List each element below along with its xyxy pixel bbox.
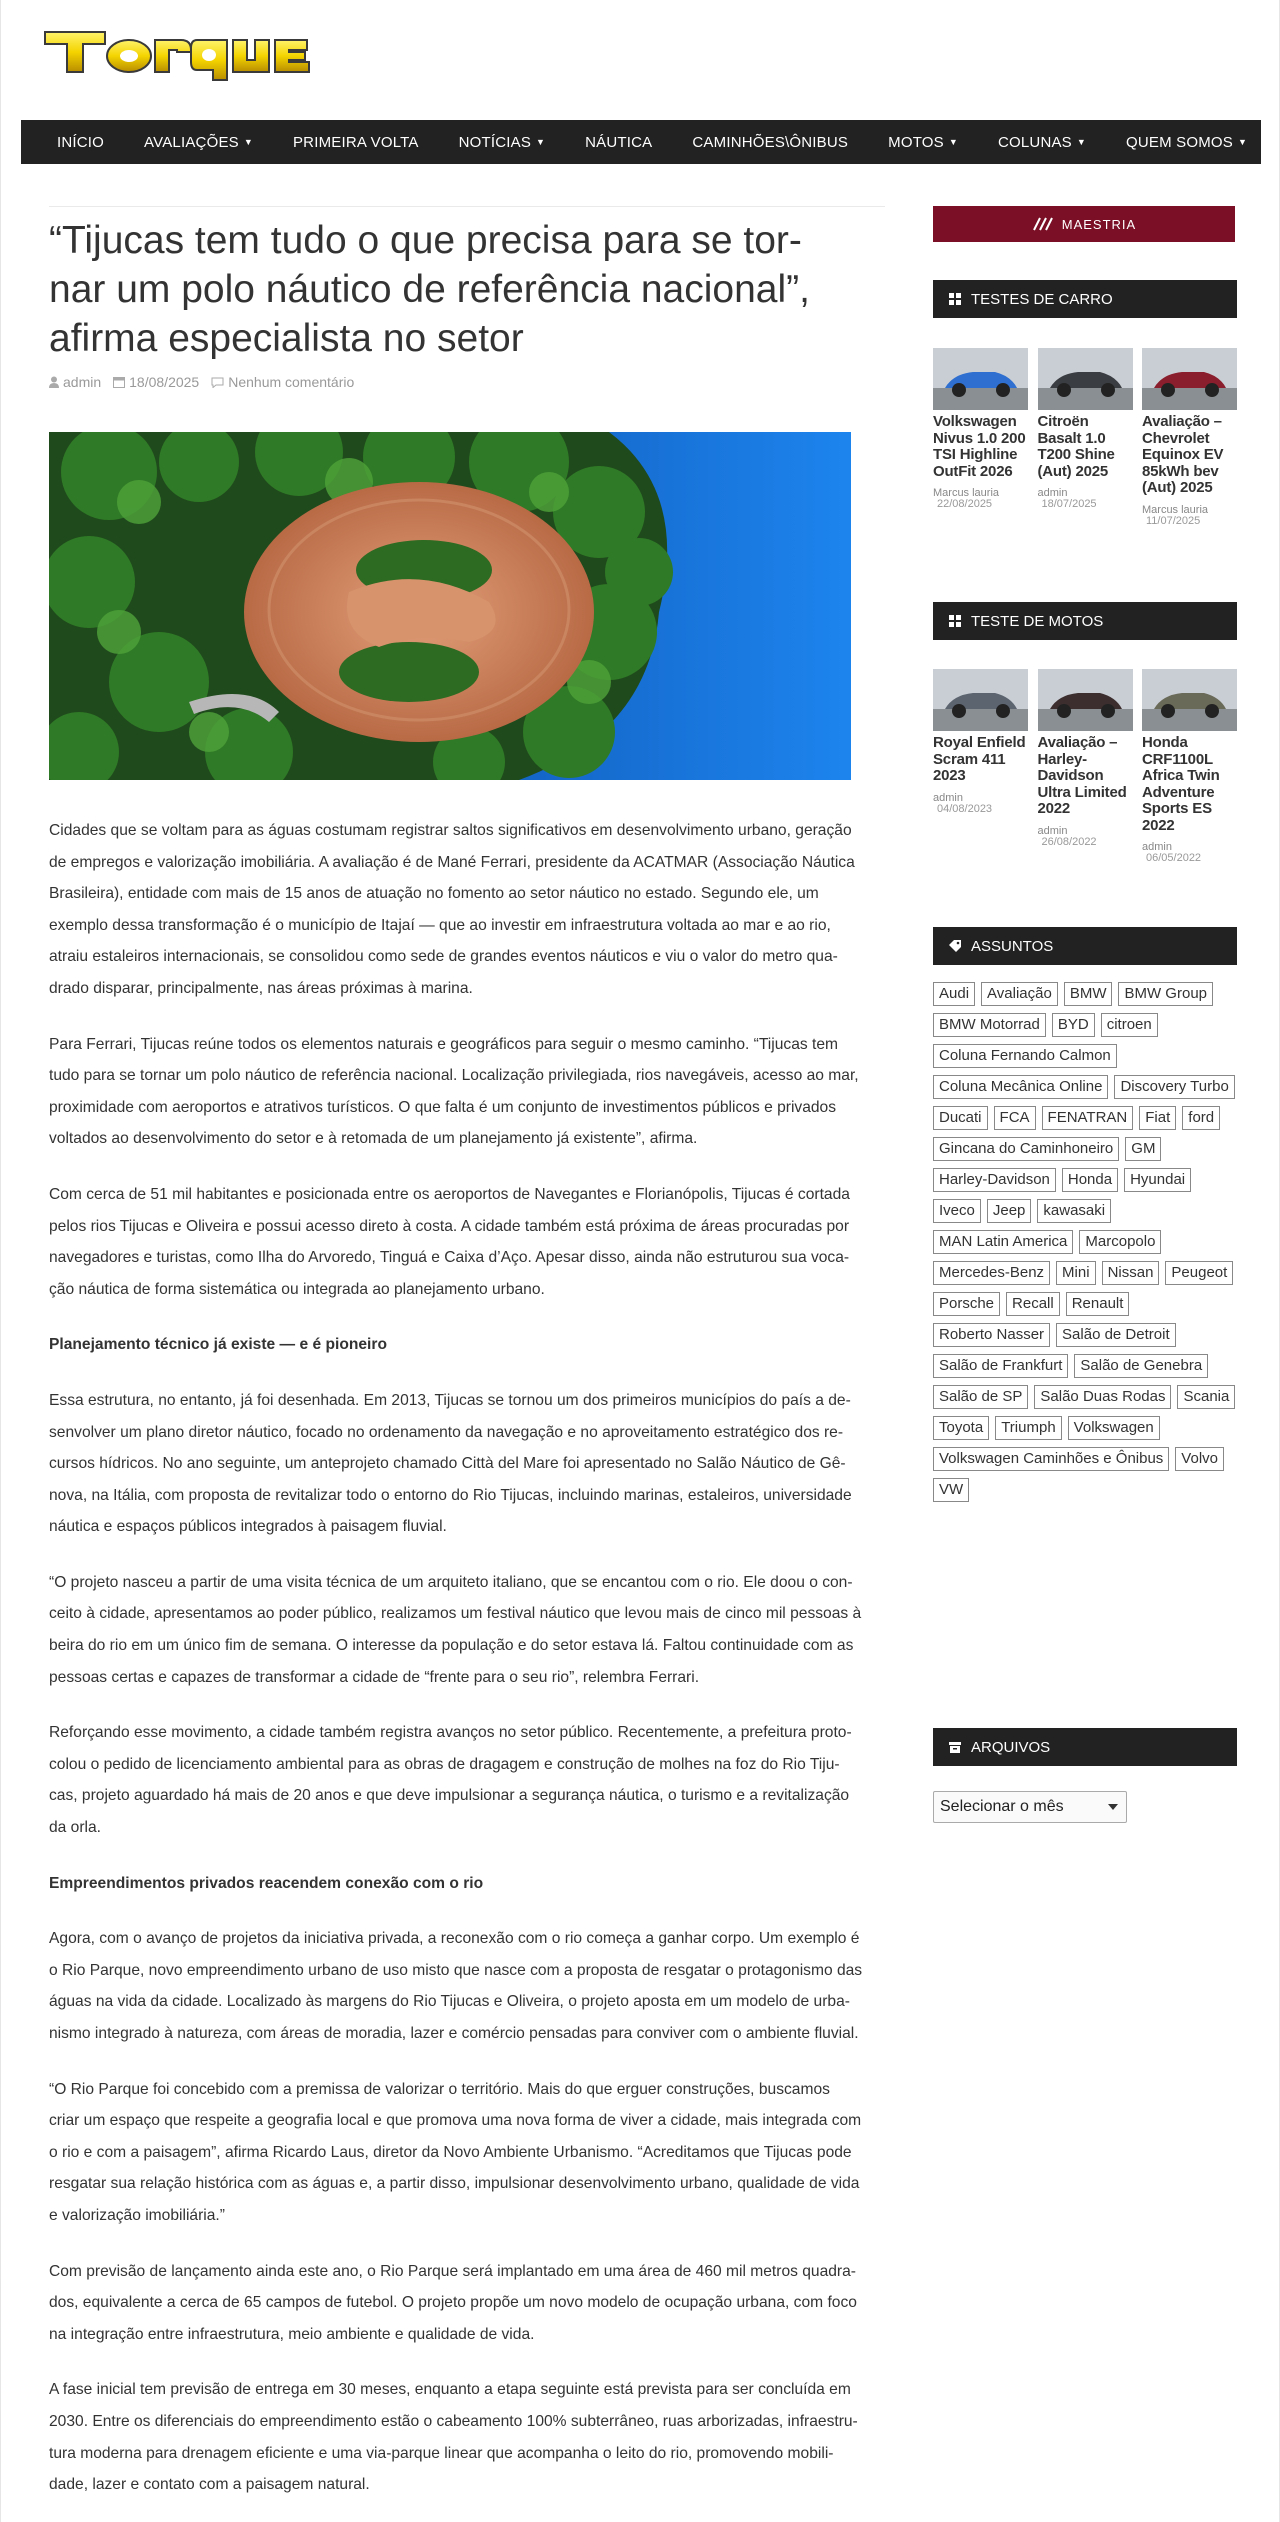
car_tests-card[interactable] xyxy=(1038,348,1133,527)
article-paragraph xyxy=(49,1717,885,1843)
tag-link[interactable]: Volkswagen xyxy=(1068,1416,1160,1440)
user-icon xyxy=(49,376,59,388)
grid-icon xyxy=(949,615,961,627)
article-paragraph xyxy=(49,1029,885,1155)
tag-link[interactable]: BMW xyxy=(1064,982,1113,1006)
torque-logo[interactable] xyxy=(41,22,341,84)
nav-item-3[interactable] xyxy=(439,120,566,164)
text-line: Agora, com o avanço de projetos da iniciativa privada, a reconexão com o rio começa a ganhar corpo. Um exemplo é xyxy=(49,1930,860,1948)
text-line: o Rio Parque, novo empreendimento urbano de uso misto que nasce com a proposta de resgatar o protagonismo das xyxy=(49,1961,863,1979)
nav-item-label: QUEM SOMOS xyxy=(1126,133,1234,151)
vehicle-photo xyxy=(933,669,1028,731)
article-paragraph xyxy=(49,1923,885,2049)
site-header xyxy=(1,0,1280,120)
text-line: Com cerca de 51 mil habitantes e posicionada entre os aeroportos de Navegantes e Florianópolis, Tijucas é cortada xyxy=(49,1185,850,1203)
text-line: nova, na Itália, com proposta de revitalizar todo o entorno do Rio Tijucas, incluindo marinas, estaleiros, universidade xyxy=(49,1486,852,1504)
article-meta xyxy=(49,374,354,390)
text-line: Empreendimentos privados reacendem conexão com o rio xyxy=(49,1874,484,1892)
text-line: beira do rio em um único fim de semana. O interesse da população e do setor estava lá. Faltou continuidade com as xyxy=(49,1637,854,1655)
tag-link[interactable]: Discovery Turbo xyxy=(1114,1075,1234,1099)
text-line: Cidades que se voltam para as águas costumam registrar saltos significativos em desenvolvimento urbano, geração xyxy=(49,822,852,839)
text-line: o rio e com a paisagem”, afirma Ricardo Laus, diretor da Novo Ambiente Urbanismo. “Acreditamos que Tijucas pode xyxy=(49,2143,852,2161)
text-line: pessoas certas e capazes de transformar a cidade de “frente para o seu rio”, relembra Ferrari. xyxy=(49,1668,700,1686)
car_tests-thumbnail[interactable] xyxy=(1038,348,1133,410)
tag-link[interactable]: Scania xyxy=(1177,1385,1235,1409)
tag-link[interactable]: Mercedes-Benz xyxy=(933,1261,1050,1285)
post-date: 18/07/2025 xyxy=(1041,498,1097,510)
text-line: colou o pedido de licenciamento ambiental para as obras de dragagem e construção de molhes na foz do Rio Tiju- xyxy=(49,1755,840,1773)
car_tests-meta xyxy=(933,488,1028,510)
nav-item-label: NOTÍCIAS xyxy=(458,133,532,151)
text-line: Reforçando esse movimento, a cidade também registra avanços no setor público. Recentemente, a prefeitura proto- xyxy=(49,1724,852,1742)
car-tests-title: TESTES DE CARRO xyxy=(971,290,1113,308)
text-line: águas na vida da cidade. Localizado às margens do Rio Tijucas e Oliveira, o projeto aposta em um modelo de urba- xyxy=(49,1993,850,2011)
nav-item-1[interactable] xyxy=(124,120,273,164)
text-line: pelos rios Tijucas e Oliveira e possui acesso direto à costa. A cidade também está próxima de áreas procuradas por xyxy=(49,1217,850,1235)
text-line: exemplo dessa transformação é o município de Itajaí — que ao investir em infraestrutura voltada ao mar e ao rio, xyxy=(49,916,831,934)
tag-link[interactable]: Coluna Mecânica Online xyxy=(933,1075,1108,1099)
text-line: drado disparar, principalmente, nas áreas próximas à marina. xyxy=(49,979,473,997)
main-navigation xyxy=(21,120,1261,164)
tag-link[interactable]: Jeep xyxy=(987,1199,1032,1223)
tag-link[interactable]: Harley-Davidson xyxy=(933,1168,1056,1192)
author-name[interactable]: admin xyxy=(1037,824,1068,837)
text-line: tura moderna para drenagem eficiente e uma via-parque linear que acompanha o leito do rio, promovendo mobili- xyxy=(49,2444,834,2462)
article-top-divider xyxy=(49,206,885,207)
tag-link[interactable]: VW xyxy=(933,1478,969,1502)
text-line: dade, lazer e contato com a paisagem natural. xyxy=(49,2476,370,2494)
nav-item-label: NÁUTICA xyxy=(585,133,653,151)
tags-title: ASSUNTOS xyxy=(971,937,1054,955)
tag-link[interactable]: Iveco xyxy=(933,1199,981,1223)
text-line: ceito à cidade, apresentamos ao poder público, realizamos um festival náutico que levou mais de cinco mil pessoas à xyxy=(49,1605,862,1623)
vehicle-photo xyxy=(933,348,1028,410)
article-paragraph xyxy=(49,2374,885,2500)
tag-link[interactable]: citroen xyxy=(1101,1013,1158,1037)
article-subheading xyxy=(49,1868,885,1900)
vehicle-photo xyxy=(1038,348,1133,410)
moto_tests-card[interactable] xyxy=(933,669,1028,864)
article-date xyxy=(113,374,199,390)
article-paragraph xyxy=(49,1179,885,1305)
vehicle-photo xyxy=(1142,348,1237,410)
text-line: tudo para se tornar um polo náutico de referência nacional. Localização privilegiada, rios navegáveis, acesso ao mar, xyxy=(49,1067,859,1085)
maestria-logo-icon xyxy=(1032,217,1054,231)
moto-tests-widget-title xyxy=(933,602,1237,640)
chevron-down-icon xyxy=(1108,1804,1118,1810)
tag-link[interactable]: Mini xyxy=(1056,1261,1096,1285)
car_tests-title[interactable]: Avaliação – Chevrolet Equinox EV 85kWh bev (Aut) 2025 xyxy=(1142,413,1224,496)
article-comments-text[interactable]: Nenhum comentário xyxy=(228,374,355,390)
archive-title: ARQUIVOS xyxy=(971,1738,1051,1756)
text-line: Para Ferrari, Tijucas reúne todos os elementos naturais e geográficos para seguir o mesmo caminho. “Tijucas tem xyxy=(49,1035,838,1053)
calendar-icon xyxy=(113,376,125,388)
car-tests-list xyxy=(933,348,1237,527)
tag-link[interactable]: kawasaki xyxy=(1037,1199,1111,1223)
caret-down-icon: ▼ xyxy=(1238,137,1248,147)
text-line: “O projeto nasceu a partir de uma visita técnica de um arquiteto italiano, que se encantou com o rio. Ele doou o con- xyxy=(49,1573,853,1591)
nav-item-4[interactable] xyxy=(565,120,672,164)
tag-link[interactable]: Renault xyxy=(1066,1292,1130,1316)
tag-link[interactable]: Roberto Nasser xyxy=(933,1323,1050,1347)
moto_tests-title[interactable]: Avaliação – Harley-Davidson Ultra Limited 2022 xyxy=(1037,734,1127,817)
text-line: navegadores e turistas, como Ilha do Arvoredo, Tinguá e Caixa d’Aço. Apesar disso, ainda não estruturou sua voca- xyxy=(49,1249,850,1267)
text-line: Brasileira), entidade com mais de 15 anos de atuação no fomento ao setor náutico no estado. Segundo ele, um xyxy=(49,885,819,903)
text-line: cursos hídricos. No ano seguinte, um anteprojeto chamado Città del Mare foi apresentado no Salão Náutico de Gê- xyxy=(49,1455,846,1473)
moto_tests-thumbnail[interactable] xyxy=(1142,669,1237,731)
text-line: de empregos e valorização imobiliária. A avaliação é de Mané Ferrari, presidente da ACATMAR (Associação Náutica xyxy=(49,853,855,871)
article-paragraph xyxy=(49,1567,885,1693)
tag-link[interactable]: BMW Group xyxy=(1118,982,1213,1006)
tag-link[interactable]: BYD xyxy=(1052,1013,1095,1037)
moto_tests-thumbnail[interactable] xyxy=(1038,669,1133,731)
tag-link[interactable]: Salão de Detroit xyxy=(1056,1323,1176,1347)
moto_tests-meta xyxy=(1038,826,1133,848)
text-line: 2030. Entre os diferenciais do empreendimento estão o cabeamento 100% subterrâneo, ruas arborizadas, infraestru- xyxy=(49,2412,858,2430)
article-subheading xyxy=(49,1329,885,1361)
tag-link[interactable]: FENATRAN xyxy=(1042,1106,1134,1130)
article-comments[interactable] xyxy=(211,374,354,390)
author-name[interactable]: admin xyxy=(1142,841,1172,853)
article-paragraph xyxy=(49,815,885,1005)
article-author-name[interactable]: admin xyxy=(63,374,102,390)
car_tests-thumbnail[interactable] xyxy=(1142,348,1237,410)
article-title-line: nar um polo náutico de referência nacional”, xyxy=(49,268,810,311)
car-tests-widget-title xyxy=(933,280,1237,318)
vehicle-photo xyxy=(1038,669,1133,731)
text-line: e valorização imobiliária.” xyxy=(49,2206,225,2224)
text-line: da orla. xyxy=(49,1819,102,1837)
text-line: criar um espaço que respeite a geografia local e que promova uma nova forma de viver a cidade, mais integrada com xyxy=(49,2112,862,2130)
text-line: voltados ao desenvolvimento do setor e à retomada de um planejamento já existente”, afirma. xyxy=(49,1130,698,1148)
text-line: Com previsão de lançamento ainda este ano, o Rio Parque será implantado em uma área de 460 mil metros quadra- xyxy=(49,2262,856,2280)
moto_tests-title[interactable]: Royal Enfield Scram 411 2023 xyxy=(933,734,1026,784)
post-date: 22/08/2025 xyxy=(937,498,993,510)
article-body xyxy=(49,815,885,2522)
tag-link[interactable]: Peugeot xyxy=(1165,1261,1233,1285)
tag-link[interactable]: Toyota xyxy=(933,1416,989,1440)
text-line: A fase inicial tem previsão de entrega em 30 meses, enquanto a etapa seguinte está prevista para ser concluída em xyxy=(49,2381,851,2399)
text-line: náutica e espaços públicos integrados à paisagem fluvial. xyxy=(49,1518,447,1536)
text-line: dos, equivalente a cerca de 65 campos de futebol. O projeto propõe um novo modelo de ocupação urbana, com foco xyxy=(49,2294,857,2312)
tag-link[interactable]: Coluna Fernando Calmon xyxy=(933,1044,1117,1068)
moto_tests-card[interactable] xyxy=(1038,669,1133,864)
post-date: 06/05/2022 xyxy=(1146,852,1202,864)
moto-tests-title: TESTE DE MOTOS xyxy=(971,612,1104,630)
author-name[interactable]: Marcus lauria xyxy=(933,487,1000,499)
tag-link[interactable]: ford xyxy=(1182,1106,1220,1130)
car_tests-meta xyxy=(1038,488,1133,510)
text-line: atraiu estaleiros internacionais, se consolidou como sede de grandes eventos náuticos e viu o valor do metro qua- xyxy=(49,948,838,966)
tag-link[interactable]: Nissan xyxy=(1102,1261,1160,1285)
tag-link[interactable]: Recall xyxy=(1006,1292,1060,1316)
nav-item-7[interactable] xyxy=(978,120,1106,164)
text-line: resgatar sua relação histórica com as águas e, a partir disso, impulsionar desenvolvimento urbano, qualidade de vida xyxy=(49,2175,860,2193)
moto_tests-thumbnail[interactable] xyxy=(933,669,1028,731)
nav-item-label: INÍCIO xyxy=(57,133,105,151)
tag-link[interactable]: Salão de Frankfurt xyxy=(933,1354,1068,1378)
tag-cloud xyxy=(933,982,1237,1502)
author-name[interactable]: Marcus lauria xyxy=(1142,503,1209,516)
tag-link[interactable]: Hyundai xyxy=(1124,1168,1191,1192)
tag-link[interactable]: Volkswagen Caminhões e Ônibus xyxy=(933,1447,1169,1471)
archive-widget-title xyxy=(933,1728,1237,1766)
article-title-line: “Tijucas tem tudo o que precisa para se tor- xyxy=(49,219,802,262)
nav-item-label: CAMINHÕES\ÔNIBUS xyxy=(692,133,849,151)
article-paragraph xyxy=(49,2074,885,2232)
article-paragraph xyxy=(49,1385,885,1543)
author-name[interactable]: admin xyxy=(933,791,963,804)
archive-select-value: Selecionar o mês xyxy=(940,1798,1064,1815)
nav-item-0[interactable] xyxy=(37,120,124,164)
post-date: 11/07/2025 xyxy=(1146,514,1201,527)
tag-link[interactable]: Gincana do Caminhoneiro xyxy=(933,1137,1119,1161)
tag-link[interactable]: Salão de SP xyxy=(933,1385,1028,1409)
tag-icon xyxy=(949,940,961,952)
post-date: 26/08/2022 xyxy=(1041,835,1097,848)
author-name[interactable]: admin xyxy=(1037,487,1068,499)
vehicle-photo xyxy=(1142,669,1237,731)
tag-link[interactable]: Fiat xyxy=(1139,1106,1176,1130)
nav-item-label: COLUNAS xyxy=(997,133,1072,151)
moto_tests-meta xyxy=(933,793,1028,815)
article-title-line: afirma especialista no setor xyxy=(49,317,524,360)
tag-link[interactable]: Salão de Genebra xyxy=(1074,1354,1208,1378)
caret-down-icon: ▼ xyxy=(948,137,958,147)
nav-item-5[interactable] xyxy=(672,120,868,164)
text-line: “O Rio Parque foi concebido com a premissa de valorizar o território. Mais do que erguer construções, buscamos xyxy=(49,2080,830,2098)
archive-month-select[interactable] xyxy=(933,1791,1127,1823)
article-date-text: 18/08/2025 xyxy=(129,374,200,390)
nav-item-label: AVALIAÇÕES xyxy=(144,133,239,151)
moto_tests-meta xyxy=(1142,842,1237,864)
caret-down-icon: ▼ xyxy=(536,137,546,147)
tag-link[interactable]: BMW Motorrad xyxy=(933,1013,1046,1037)
nav-item-6[interactable] xyxy=(868,120,978,164)
moto_tests-card[interactable] xyxy=(1142,669,1237,864)
article-title xyxy=(49,216,885,363)
car_tests-title[interactable]: Citroën Basalt 1.0 T200 Shine (Aut) 2025 xyxy=(1037,413,1115,480)
text-line: Planejamento técnico já existe — e é pioneiro xyxy=(49,1336,387,1354)
car_tests-card[interactable] xyxy=(933,348,1028,527)
post-date: 04/08/2023 xyxy=(937,802,993,815)
moto-tests-list xyxy=(933,669,1237,864)
article-paragraph xyxy=(49,2256,885,2351)
moto_tests-title[interactable]: Honda CRF1100L Africa Twin Adventure Sports ES 2022 xyxy=(1142,734,1220,834)
tag-link[interactable]: Triumph xyxy=(995,1416,1061,1440)
article-author[interactable] xyxy=(49,374,101,390)
text-line: Essa estrutura, no entanto, já foi desenhada. Em 2013, Tijucas se tornou um dos primeiros municípios do país a de- xyxy=(49,1391,851,1409)
tags-widget-title xyxy=(933,927,1237,965)
tag-link[interactable]: Volvo xyxy=(1175,1447,1224,1471)
comment-icon xyxy=(211,377,224,388)
tag-link[interactable]: Avaliação xyxy=(981,982,1058,1006)
ad-label: MAESTRIA xyxy=(1061,216,1137,232)
tag-link[interactable]: Marcopolo xyxy=(1079,1230,1161,1254)
car_tests-title[interactable]: Volkswagen Nivus 1.0 200 TSI Highline OutFit 2026 xyxy=(933,413,1026,480)
caret-down-icon: ▼ xyxy=(243,137,253,147)
text-line: nismo integrado à natureza, com áreas de moradia, lazer e comércio pensadas para conviver com o ambiente fluvial. xyxy=(49,2025,859,2042)
nav-item-8[interactable] xyxy=(1106,120,1267,164)
text-line: cas, projeto aguardado há mais de 20 anos e que deve impulsionar a segurança náutica, o turismo e a revitalização xyxy=(49,1787,850,1805)
text-line: proximidade com aeroportos e atrativos turísticos. O que falta é um conjunto de investimentos públicos e privados xyxy=(49,1098,837,1116)
tag-link[interactable]: GM xyxy=(1125,1137,1161,1161)
tag-link[interactable]: FCA xyxy=(994,1106,1036,1130)
caret-down-icon: ▼ xyxy=(1076,137,1086,147)
grid-icon xyxy=(949,293,961,305)
text-line: na integração entre infraestrutura, meio ambiente e qualidade de vida. xyxy=(49,2325,535,2343)
nav-item-2[interactable] xyxy=(273,120,439,164)
car_tests-card[interactable] xyxy=(1142,348,1237,527)
nav-item-label: PRIMEIRA VOLTA xyxy=(292,133,419,151)
tag-link[interactable]: Honda xyxy=(1062,1168,1118,1192)
text-line: senvolver um plano diretor náutico, focado no ordenamento da navegação e no aproveitamento estratégico dos re- xyxy=(49,1423,844,1441)
tag-link[interactable]: Salão Duas Rodas xyxy=(1034,1385,1171,1409)
nav-item-label: MOTOS xyxy=(888,133,944,151)
tag-link[interactable]: MAN Latin America xyxy=(933,1230,1073,1254)
car_tests-meta xyxy=(1142,505,1237,527)
archive-icon xyxy=(949,1741,961,1753)
tag-link[interactable]: Audi xyxy=(933,982,975,1006)
tag-link[interactable]: Ducati xyxy=(933,1106,988,1130)
sidebar-ad-banner[interactable] xyxy=(933,206,1235,242)
car_tests-thumbnail[interactable] xyxy=(933,348,1028,410)
text-line: ção náutica de forma sistemática ou integrada ao planejamento urbano. xyxy=(49,1280,545,1298)
tag-link[interactable]: Porsche xyxy=(933,1292,1000,1316)
article-hero-image xyxy=(49,432,851,780)
